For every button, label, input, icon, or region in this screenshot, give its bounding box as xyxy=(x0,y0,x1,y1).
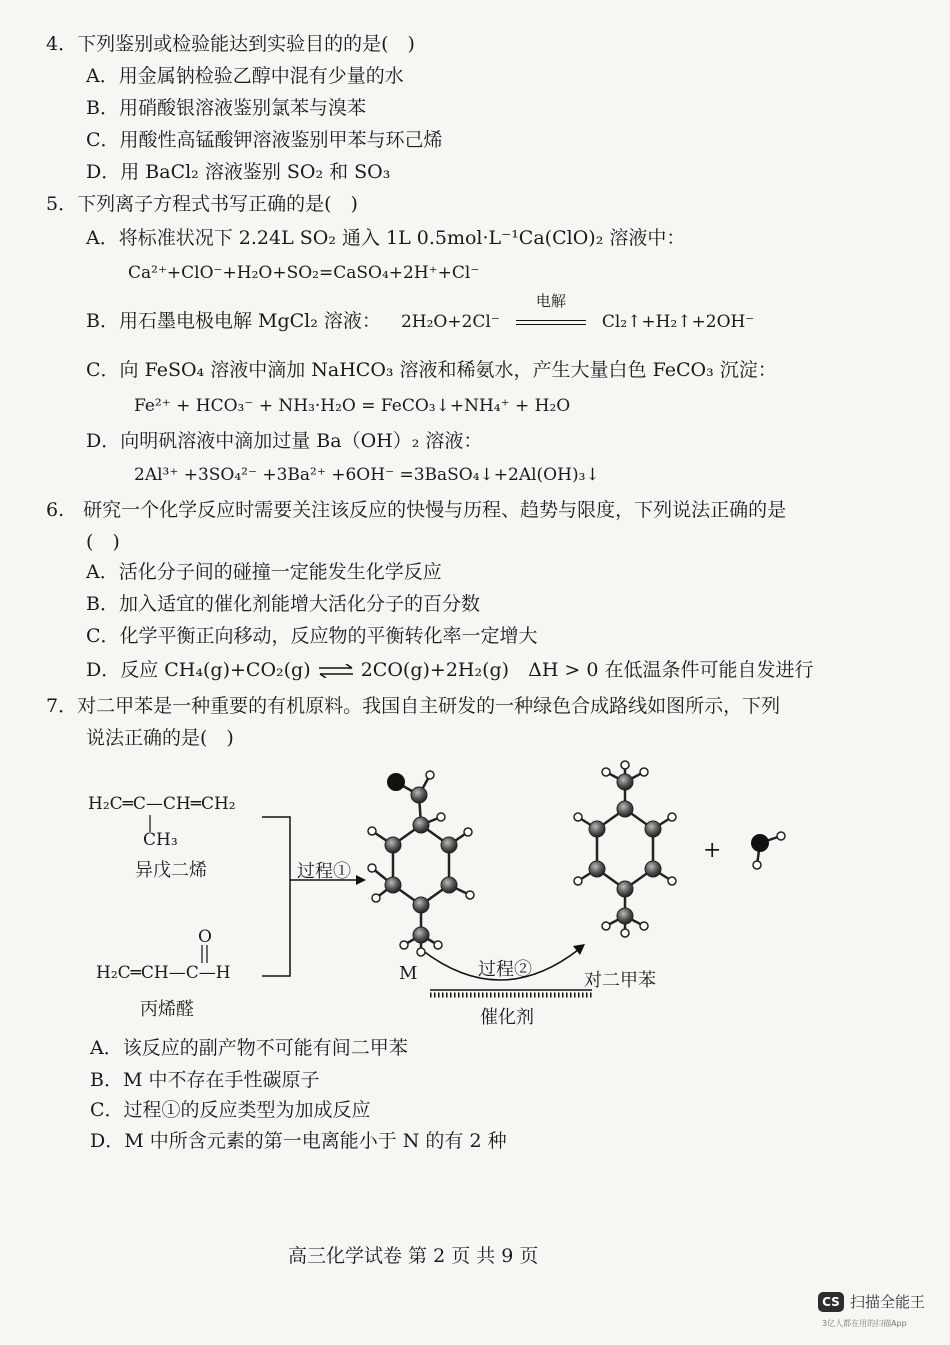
p-xylene-label: 对二甲苯 xyxy=(584,970,656,991)
q5-option-c-equation: Fe²⁺ + HCO₃⁻ + NH₃·H₂O = FeCO₃↓+NH₄⁺ + H₂O xyxy=(134,396,571,416)
q4-option-b: B．用硝酸银溶液鉴别氯苯与溴苯 xyxy=(86,97,366,119)
q6-paren: ( ) xyxy=(86,531,120,553)
q5-option-a: A．将标准状况下 2.24L SO₂ 通入 1L 0.5mol·L⁻¹Ca(ClO)₂ 溶液中： xyxy=(86,227,686,249)
q4-option-a: A．用金属钠检验乙醇中混有少量的水 xyxy=(86,65,404,87)
q7-option-a: A．该反应的副产物不可能有间二甲苯 xyxy=(90,1037,408,1059)
acrolein-oxygen: O xyxy=(198,927,212,947)
isoprene-methyl: CH₃ xyxy=(143,830,178,850)
electrolysis-condition: 电解 xyxy=(535,292,566,310)
process-2-label: 过程② xyxy=(478,959,532,980)
reactant-bracket xyxy=(262,817,290,976)
q6-option-d-left: D．反应 CH₄(g)+CO₂(g) xyxy=(86,659,311,681)
q4-stem: 4．下列鉴别或检验能达到实验目的的是( ) xyxy=(46,33,415,55)
isoprene-formula: H₂C═C—CH═CH₂ xyxy=(88,794,236,814)
q7-option-d: D．M 中所含元素的第一电离能小于 N 的有 2 种 xyxy=(90,1130,507,1152)
isoprene-name: 异戊二烯 xyxy=(135,860,207,881)
catalyst-label: 催化剂 xyxy=(480,1007,534,1028)
q6-option-b: B．加入适宜的催化剂能增大活化分子的百分数 xyxy=(86,593,480,615)
q7-stem-line2: 说法正确的是( ) xyxy=(86,727,234,749)
molecule-m-icon xyxy=(368,771,474,956)
camscanner-logo-icon: CS xyxy=(818,1292,844,1312)
acrolein-name: 丙烯醛 xyxy=(140,999,194,1020)
p-xylene-molecule-icon xyxy=(574,761,676,937)
q5-option-b-prefix: B．用石墨电极电解 MgCl₂ 溶液： xyxy=(86,310,381,332)
process-1-label: 过程① xyxy=(297,861,351,882)
q5-option-a-equation: Ca²⁺+ClO⁻+H₂O+SO₂=CaSO₄+2H⁺+Cl⁻ xyxy=(128,263,480,283)
q7-stem-line1: 7．对二甲苯是一种重要的有机原料。我国自主研发的一种绿色合成路线如图所示，下列 xyxy=(46,695,781,717)
water-molecule-icon xyxy=(751,832,785,869)
page-footer: 高三化学试卷 第 2 页 共 9 页 xyxy=(288,1245,539,1267)
oxygen-atom xyxy=(387,773,405,791)
q7-option-b: B．M 中不存在手性碳原子 xyxy=(90,1069,320,1091)
q5-option-d: D．向明矾溶液中滴加过量 Ba（OH）₂ 溶液： xyxy=(86,430,483,452)
q5-option-b-right: Cl₂↑+H₂↑+2OH⁻ xyxy=(601,312,755,332)
scanner-tagline: 3亿人都在用的扫描App xyxy=(822,1319,907,1328)
q6-option-c: C．化学平衡正向移动，反应物的平衡转化率一定增大 xyxy=(86,625,538,647)
q6-stem: 6. 研究一个化学反应时需要关注该反应的快慢与历程、趋势与限度，下列说法正确的是 xyxy=(46,499,787,521)
q4-option-d: D．用 BaCl₂ 溶液鉴别 SO₂ 和 SO₃ xyxy=(86,161,391,183)
scanner-brand: 扫描全能王 xyxy=(850,1293,926,1311)
process-2-arrow xyxy=(422,950,578,980)
q5-option-c: C．向 FeSO₄ 溶液中滴加 NaHCO₃ 溶液和稀氨水，产生大量白色 FeCO₃ 沉淀： xyxy=(86,359,777,381)
q5-stem: 5．下列离子方程式书写正确的是( ) xyxy=(46,193,358,215)
acrolein-formula: H₂C═CH—C—H xyxy=(96,963,231,983)
q6-option-d-right: 2CO(g)+2H₂(g) ΔH > 0 在低温条件可能自发进行 xyxy=(360,659,814,681)
plus-sign: + xyxy=(703,838,722,863)
q4-option-c: C．用酸性高锰酸钾溶液鉴别甲苯与环己烯 xyxy=(86,129,443,151)
q7-option-c: C．过程①的反应类型为加成反应 xyxy=(90,1099,371,1121)
q5-option-b-left: 2H₂O+2Cl⁻ xyxy=(400,312,500,332)
m-label: M xyxy=(399,963,418,984)
q5-option-d-equation: 2Al³⁺ +3SO₄²⁻ +3Ba²⁺ +6OH⁻ =3BaSO₄↓+2Al(OH)₃↓ xyxy=(134,465,600,485)
q6-option-a: A．活化分子间的碰撞一定能发生化学反应 xyxy=(86,561,442,583)
